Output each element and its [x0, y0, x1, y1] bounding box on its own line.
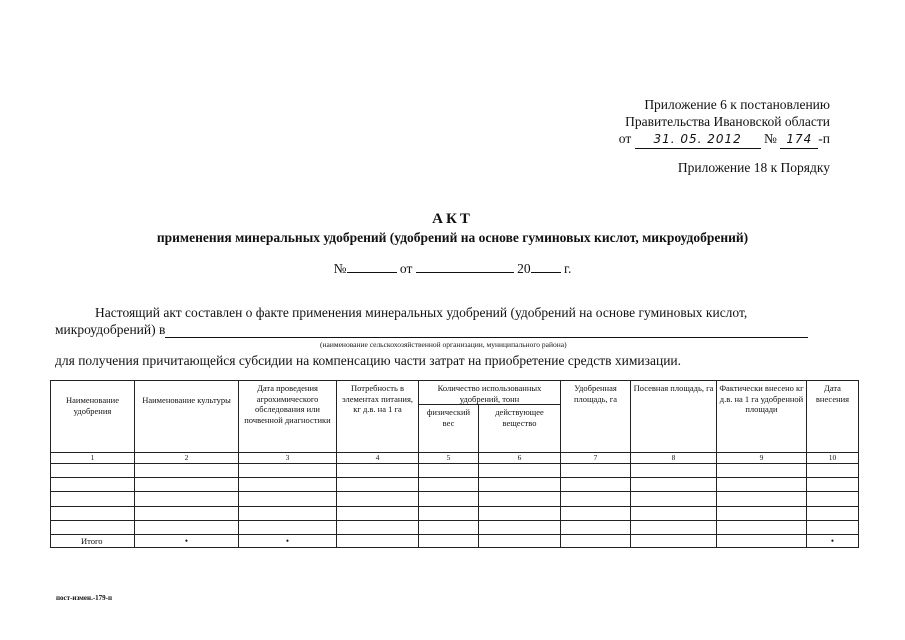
appendix-block: [560, 96, 830, 149]
header-fertilized-area: Удобренная площадь, га: [561, 381, 631, 453]
column-number: 8: [631, 453, 717, 464]
total-mark-survey: •: [285, 535, 290, 546]
column-number: 6: [479, 453, 561, 464]
act-g-label: г.: [563, 261, 572, 276]
column-number: 5: [419, 453, 479, 464]
header-need: Потребность в элементах питания, кг д.в. на 1 га: [337, 381, 419, 453]
table-row: [51, 506, 859, 520]
body-paragraph-2: [55, 322, 808, 338]
act-year-label: 20: [517, 261, 531, 276]
table-row: [51, 478, 859, 492]
header-fertilizer-name: Наименование удобрения: [51, 381, 135, 453]
column-number-row: [51, 453, 859, 464]
body-paragraph-2-text: микроудобрений) в: [55, 322, 166, 337]
header-active-substance: действующее вещество: [479, 405, 561, 453]
total-mark-crop: •: [184, 535, 189, 546]
date-prefix: от: [618, 131, 632, 146]
column-number: 3: [239, 453, 337, 464]
decree-date: 31. 05. 2012: [635, 131, 761, 149]
organization-blank: [165, 323, 808, 338]
act-from-label: от: [399, 261, 413, 276]
act-number-label: №: [333, 261, 347, 276]
appendix-line-2: Правительства Ивановской области: [625, 114, 830, 129]
appendix-date-line: [560, 130, 830, 149]
table-row: [51, 492, 859, 506]
act-number-blank: [347, 260, 397, 273]
organization-note: (наименование сельскохозяйственной организации, муниципального района): [320, 340, 567, 349]
document-subtitle: применения минеральных удобрений (удобрений на основе гуминовых кислот, микроудобрений): [156, 230, 749, 245]
header-crop-name: Наименование культуры: [135, 381, 239, 453]
number-prefix: №: [764, 131, 777, 146]
header-sown-area: Посевная площадь, га: [631, 381, 717, 453]
body-paragraph-1: Настоящий акт составлен о факте применения минеральных удобрений (удобрений на основе гуминовых кислот,: [95, 305, 748, 320]
total-row: [51, 534, 859, 547]
body-paragraph-3: для получения причитающейся субсидии на компенсацию части затрат на приобретение средств химизации.: [55, 353, 682, 368]
document-title: АКТ: [432, 211, 473, 227]
table-row: [51, 464, 859, 478]
act-date-blank: [416, 260, 514, 273]
appendix-18: Приложение 18 к Порядку: [677, 160, 830, 175]
column-number: 9: [717, 453, 807, 464]
act-year-blank: [531, 260, 561, 273]
header-quantity-used: Количество использованных удобрений, тонн: [419, 381, 561, 405]
fertilizer-table: [50, 380, 859, 548]
total-label: Итого: [51, 534, 135, 547]
total-mark-application: •: [830, 535, 835, 546]
header-actually-applied: Фактически внесено кг д.в. на 1 га удобренной площади: [717, 381, 807, 453]
header-application-date: Дата внесения: [807, 381, 859, 453]
decree-number: 174: [780, 131, 818, 149]
footer-code: пост-измен.-179-п: [56, 594, 113, 602]
header-physical-weight: физический вес: [419, 405, 479, 453]
number-suffix: -п: [818, 131, 830, 146]
table-row: [51, 520, 859, 534]
header-survey-date: Дата проведения агрохимического обследования или почвенной диагностики: [239, 381, 337, 453]
act-number-line: [0, 260, 905, 277]
column-number: 10: [807, 453, 859, 464]
column-number: 2: [135, 453, 239, 464]
appendix-line-1: Приложение 6 к постановлению: [644, 97, 830, 112]
column-number: 7: [561, 453, 631, 464]
column-number: 4: [337, 453, 419, 464]
column-number: 1: [51, 453, 135, 464]
